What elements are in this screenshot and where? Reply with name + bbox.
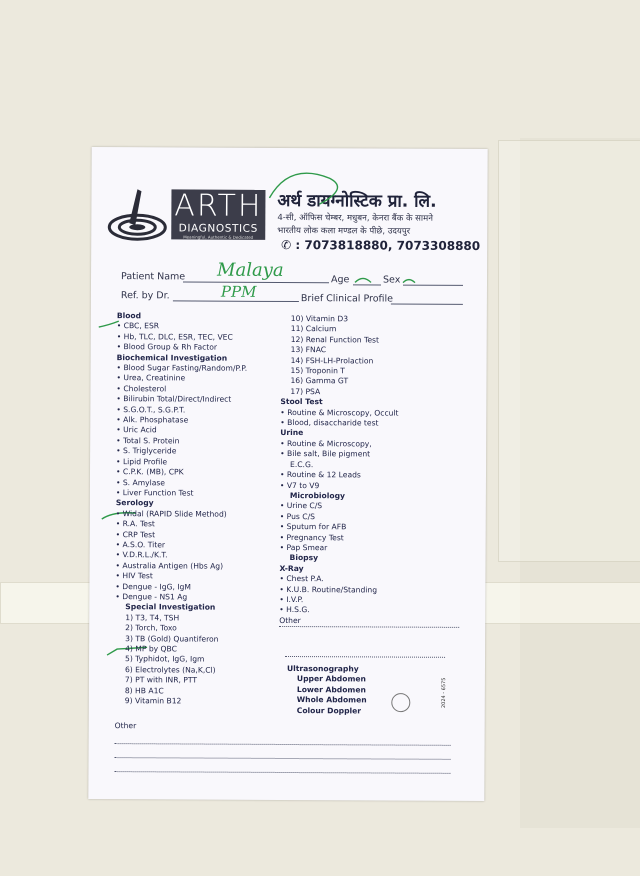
test-item: 7) PT with INR, PTT — [124, 675, 198, 685]
test-list-right — [279, 314, 461, 628]
test-item: • CRP Test — [116, 530, 296, 541]
age-label: Age — [330, 274, 350, 286]
test-item: • I.V.P. — [279, 595, 459, 606]
test-item: Serology — [115, 498, 154, 508]
test-item: • Chest P.A. — [279, 574, 459, 585]
test-item: 6) Electrolytes (Na,K,Cl) — [124, 664, 216, 675]
tape-strip — [498, 140, 640, 562]
address-line-1: 4-सी, ऑफिस चेम्बर, मधुबन, केनरा बैंक के सामने — [277, 212, 433, 224]
test-item: Blood — [116, 311, 142, 321]
test-item: • H.S.G. — [279, 605, 459, 616]
test-item: • Sputum for AFB — [280, 522, 460, 533]
test-item: • S.G.O.T., S.G.P.T. — [116, 405, 296, 416]
test-item: • V7 to V9 — [280, 480, 460, 491]
test-list-left — [115, 311, 297, 707]
test-item: 3) TB (Gold) Quantiferon — [125, 633, 219, 644]
ultrasonography-title: Ultrasonography — [286, 663, 359, 674]
test-item: X-Ray — [279, 563, 304, 573]
test-item: 2) Torch, Toxo — [125, 623, 177, 633]
test-item: • Dengue - IgG, IgM — [115, 582, 295, 593]
test-item: • HIV Test — [115, 571, 295, 582]
test-item: • Urea, Creatinine — [116, 374, 296, 385]
company-name-hindi: अर्थ डायग्नोस्टिक प्रा. लि. — [277, 190, 437, 212]
test-item: • Total S. Protein — [116, 436, 296, 447]
test-item: • Routine & Microscopy, — [280, 439, 460, 450]
arth-logo-icon — [99, 185, 169, 245]
usg-item: Whole Abdomen — [296, 695, 367, 705]
sex-label: Sex — [382, 274, 401, 286]
test-item: Microbiology — [289, 490, 346, 501]
test-item: 13) FNAC — [290, 345, 327, 355]
test-item: • Liver Function Test — [116, 488, 296, 499]
test-item: 15) Troponin T — [290, 366, 345, 376]
other-line — [115, 747, 451, 760]
handwritten-circle-mark — [259, 168, 359, 209]
test-item: Other — [279, 616, 459, 628]
ultrasonography-section — [287, 664, 367, 716]
test-item: 9) Vitamin B12 — [124, 696, 182, 706]
patient-name-label: Patient Name — [121, 271, 186, 283]
test-item: • Routine & 12 Leads — [280, 470, 460, 481]
test-item: • Blood Group & Rh Factor — [117, 342, 297, 353]
test-item: 12) Renal Function Test — [290, 334, 380, 345]
other-line — [114, 761, 450, 774]
brand-subtitle: DIAGNOSTICS — [178, 222, 258, 235]
test-item: 10) Vitamin D3 — [290, 314, 349, 324]
test-item: 17) PSA — [290, 386, 321, 397]
test-item: • Dengue - NS1 Ag — [115, 592, 295, 603]
test-item: • A.S.O. Titer — [116, 540, 296, 551]
stamp-mark — [389, 691, 417, 715]
test-item: • S. Triglyceride — [116, 446, 296, 457]
handwritten-ref-doctor: PPM — [220, 282, 257, 301]
test-item: • Cholesterol — [116, 384, 296, 395]
other-dotted-line — [285, 646, 445, 658]
test-item: 1) T3, T4, TSH — [125, 612, 180, 623]
address-line-2: भारतीय लोक कला मण्डल के पीछे, उदयपुर — [277, 225, 411, 237]
print-code: 2024 - 6575 — [440, 677, 447, 709]
other-label: Other — [114, 721, 137, 731]
test-item: 5) Typhidot, IgG, Igm — [125, 654, 205, 664]
test-item: • Routine & Microscopy, Occult — [280, 408, 460, 419]
test-item: • Alk. Phosphatase — [116, 415, 296, 426]
handwritten-patient-name: Malaya — [217, 259, 284, 281]
handwritten-age-sex-mark — [353, 272, 473, 289]
test-item: Biochemical Investigation — [116, 352, 228, 363]
test-item: Biopsy — [289, 553, 319, 563]
test-item: • Uric Acid — [116, 426, 296, 437]
test-item: 16) Gamma GT — [290, 376, 349, 386]
brief-clinical-line — [391, 304, 463, 305]
brand-name: ARTH — [174, 188, 263, 224]
test-item: • S. Amylase — [116, 478, 296, 489]
test-item: • R.A. Test — [116, 519, 296, 530]
test-item: • Pap Smear — [280, 543, 460, 554]
test-item: • Australia Antigen (Hbs Ag) — [115, 561, 295, 572]
test-item: • Widal (RAPID Slide Method) — [116, 509, 296, 520]
test-item: • Pus C/S — [280, 512, 460, 523]
other-line — [115, 733, 451, 746]
usg-item: Lower Abdomen — [296, 684, 366, 695]
test-item: • Lipid Profile — [116, 457, 296, 468]
test-item: • K.U.B. Routine/Standing — [279, 585, 459, 596]
test-item: 4) MP by QBC — [125, 644, 177, 654]
test-item: • V.D.R.L./K.T. — [116, 550, 296, 561]
test-item: • Hb, TLC, DLC, ESR, TEC, VEC — [117, 332, 297, 343]
lab-requisition-form — [88, 147, 487, 801]
test-item: • Blood Sugar Fasting/Random/P.P. — [117, 363, 297, 374]
brief-clinical-label: Brief Clinical Profile — [300, 293, 394, 305]
test-item: • Bilirubin Total/Direct/Indirect — [116, 394, 296, 405]
test-item: Urine — [280, 428, 304, 438]
usg-item: Colour Doppler — [296, 705, 362, 716]
brand-box — [171, 189, 265, 239]
phone-numbers: ✆ : 7073818880, 7073308880 — [281, 237, 481, 254]
test-item: Special Investigation — [125, 602, 216, 612]
test-item: • Blood, disaccharide test — [280, 418, 460, 429]
usg-item: Upper Abdomen — [296, 674, 366, 684]
test-item: Stool Test — [280, 397, 323, 407]
test-item: • CBC, ESR — [117, 322, 297, 333]
ref-by-label: Ref. by Dr. — [120, 290, 170, 302]
test-item: 11) Calcium — [290, 324, 337, 334]
test-item: 8) HB A1C — [124, 685, 164, 695]
test-item: 14) FSH-LH-Prolaction — [290, 355, 374, 366]
test-item: • Urine C/S — [280, 501, 460, 512]
test-item: • Pregnancy Test — [280, 532, 460, 543]
test-item: E.C.G. — [290, 459, 314, 469]
brand-tagline: Meaningful, Authentic & Dedicated — [183, 234, 254, 240]
test-item: • C.P.K. (MB), CPK — [116, 467, 296, 478]
test-item: • Bile salt, Bile pigment — [280, 449, 460, 460]
